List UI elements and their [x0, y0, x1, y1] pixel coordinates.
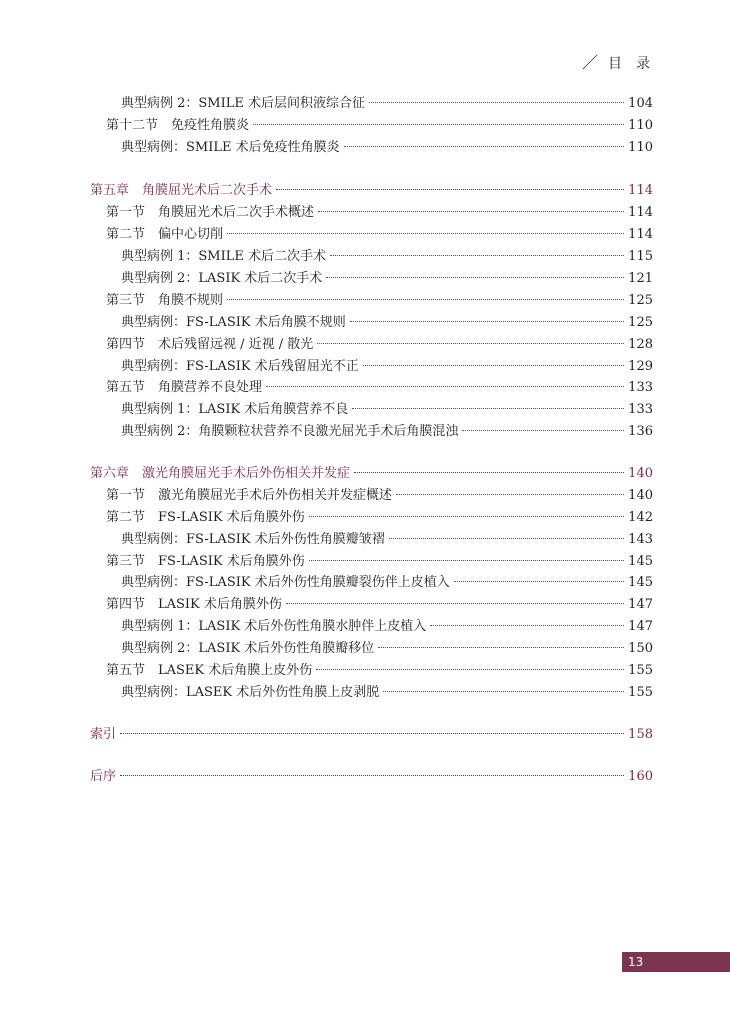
toc-entry-label: 第一节 激光角膜屈光手术后外伤相关并发症概述	[106, 488, 393, 503]
toc-entry-index[interactable]	[90, 724, 653, 746]
dot-leader	[330, 255, 624, 256]
toc-entry-case[interactable]	[121, 246, 653, 268]
toc-entry-section[interactable]	[106, 202, 653, 224]
toc-entry-chapter[interactable]	[90, 180, 653, 202]
page-number: 13	[628, 955, 644, 969]
dot-leader	[309, 560, 624, 561]
dot-leader	[454, 581, 624, 582]
dot-leader	[309, 516, 624, 517]
toc-entry-section[interactable]	[106, 224, 653, 246]
toc-entry-page: 143	[628, 532, 653, 547]
dot-leader	[389, 538, 624, 539]
toc-entry-page: 133	[628, 402, 653, 417]
toc-entry-case[interactable]	[121, 529, 653, 551]
dot-leader	[316, 669, 624, 670]
toc-entry-case[interactable]	[121, 399, 653, 421]
toc-entry-page: 147	[628, 597, 653, 612]
dot-leader	[326, 277, 624, 278]
toc-entry-page: 136	[628, 424, 653, 439]
toc-entry-label: 第三节 角膜不规则	[106, 293, 224, 308]
dot-leader	[352, 408, 624, 409]
toc-entry-page: 110	[628, 140, 653, 155]
toc-entry-label: 第一节 角膜屈光术后二次手术概述	[106, 205, 315, 220]
toc-entry-label: 典型病例：FS-LASIK 术后外伤性角膜瓣裂伤伴上皮植入	[121, 575, 450, 590]
toc-entry-page: 114	[628, 183, 653, 198]
toc-entry-label: 典型病例 1：LASIK 术后角膜营养不良	[121, 402, 349, 417]
dot-leader	[354, 472, 624, 473]
dot-leader	[318, 211, 624, 212]
toc-entry-page: 114	[628, 205, 653, 220]
toc-entry-page: 150	[628, 641, 653, 656]
toc-entry-label: 第十二节 免疫性角膜炎	[106, 118, 250, 133]
toc-entry-label: 第四节 术后残留远视 / 近视 / 散光	[106, 337, 314, 352]
toc-entry-afterword[interactable]	[90, 766, 653, 788]
toc-entry-case[interactable]	[121, 638, 653, 660]
toc-entry-label: 典型病例：FS-LASIK 术后外伤性角膜瓣皱褶	[121, 532, 385, 547]
toc-entry-label: 典型病例 2：角膜颗粒状营养不良激光屈光手术后角膜混浊	[121, 424, 459, 439]
toc-entry-case[interactable]	[121, 682, 653, 704]
toc-entry-page: 160	[628, 769, 653, 784]
toc-entry-page: 125	[628, 315, 653, 330]
toc-entry-section[interactable]	[106, 115, 653, 137]
toc-entry-label: 第五节 角膜营养不良处理	[106, 380, 263, 395]
dot-leader	[276, 189, 624, 190]
toc-entry-section[interactable]	[106, 377, 653, 399]
toc-entry-page: 121	[628, 271, 653, 286]
toc-entry-page: 147	[628, 619, 653, 634]
toc-entry-page: 140	[628, 488, 653, 503]
toc-entry-label: 第二节 偏中心切削	[106, 227, 224, 242]
toc-entry-page: 142	[628, 510, 653, 525]
toc-entry-label: 第五节 LASEK 术后角膜上皮外伤	[106, 663, 313, 678]
toc-entry-case[interactable]	[121, 137, 653, 159]
toc-entry-label: 索引	[90, 727, 117, 742]
dot-leader	[462, 430, 624, 431]
dot-leader	[286, 603, 624, 604]
header-slash: ／	[581, 53, 598, 72]
toc-entry-page: 158	[628, 727, 653, 742]
toc-entry-page: 104	[628, 96, 653, 111]
dot-leader	[396, 494, 624, 495]
toc-entry-page: 145	[628, 554, 653, 569]
toc-entry-section[interactable]	[106, 485, 653, 507]
dot-leader	[383, 691, 624, 692]
dot-leader	[227, 233, 624, 234]
dot-leader	[363, 365, 624, 366]
toc-entry-case[interactable]	[121, 356, 653, 378]
toc-entry-case[interactable]	[121, 268, 653, 290]
toc-entry-case[interactable]	[121, 421, 653, 443]
toc-entry-label: 后序	[90, 769, 117, 784]
toc-entry-page: 155	[628, 685, 653, 700]
dot-leader	[253, 124, 624, 125]
dot-leader	[266, 386, 624, 387]
toc-entry-section[interactable]	[106, 551, 653, 573]
toc-entry-case[interactable]	[121, 616, 653, 638]
toc-entry-case[interactable]	[121, 572, 653, 594]
page-number-tab	[622, 952, 730, 972]
toc-entry-page: 155	[628, 663, 653, 678]
toc-entry-case[interactable]	[121, 93, 653, 115]
toc-entry-page: 110	[628, 118, 653, 133]
dot-leader	[120, 733, 624, 734]
toc-entry-page: 129	[628, 359, 653, 374]
toc-entry-label: 典型病例：LASEK 术后外伤性角膜上皮剥脱	[121, 685, 380, 700]
toc-entry-label: 第三节 FS-LASIK 术后角膜外伤	[106, 554, 305, 569]
dot-leader	[430, 625, 624, 626]
dot-leader	[344, 146, 625, 147]
toc-entry-label: 典型病例：FS-LASIK 术后残留屈光不正	[121, 359, 359, 374]
toc-entry-section[interactable]	[106, 507, 653, 529]
toc-entry-section[interactable]	[106, 594, 653, 616]
toc-entry-label: 典型病例：FS-LASIK 术后角膜不规则	[121, 315, 346, 330]
header-title: 目 录	[608, 56, 650, 72]
toc-entry-label: 典型病例 1：SMILE 术后二次手术	[121, 249, 327, 264]
toc-entry-page: 115	[628, 249, 653, 264]
toc-entry-section[interactable]	[106, 290, 653, 312]
toc-entry-label: 第二节 FS-LASIK 术后角膜外伤	[106, 510, 305, 525]
toc-entry-case[interactable]	[121, 312, 653, 334]
dot-leader	[369, 102, 624, 103]
toc-entry-section[interactable]	[106, 334, 653, 356]
toc-entry-page: 145	[628, 575, 653, 590]
toc-entry-page: 128	[628, 337, 653, 352]
toc-entry-section[interactable]	[106, 660, 653, 682]
dot-leader	[227, 299, 624, 300]
toc-entry-page: 140	[628, 466, 653, 481]
toc-entry-page: 133	[628, 380, 653, 395]
toc-entry-label: 典型病例 1：LASIK 术后外伤性角膜水肿伴上皮植入	[121, 619, 427, 634]
toc-entry-label: 第四节 LASIK 术后角膜外伤	[106, 597, 282, 612]
toc-entry-label: 第六章 激光角膜屈光手术后外伤相关并发症	[90, 466, 351, 481]
toc-entry-label: 典型病例 2：LASIK 术后二次手术	[121, 271, 323, 286]
dot-leader	[378, 647, 624, 648]
toc-entry-page: 125	[628, 293, 653, 308]
toc-entry-label: 典型病例 2：SMILE 术后层间积液综合征	[121, 96, 366, 111]
toc-entry-chapter[interactable]	[90, 463, 653, 485]
dot-leader	[350, 321, 624, 322]
toc-entry-label: 典型病例 2：LASIK 术后外伤性角膜瓣移位	[121, 641, 375, 656]
toc-entry-label: 典型病例：SMILE 术后免疫性角膜炎	[121, 140, 340, 155]
toc-entry-label: 第五章 角膜屈光术后二次手术	[90, 183, 273, 198]
dot-leader	[317, 343, 624, 344]
dot-leader	[120, 775, 624, 776]
toc-entry-page: 114	[628, 227, 653, 242]
